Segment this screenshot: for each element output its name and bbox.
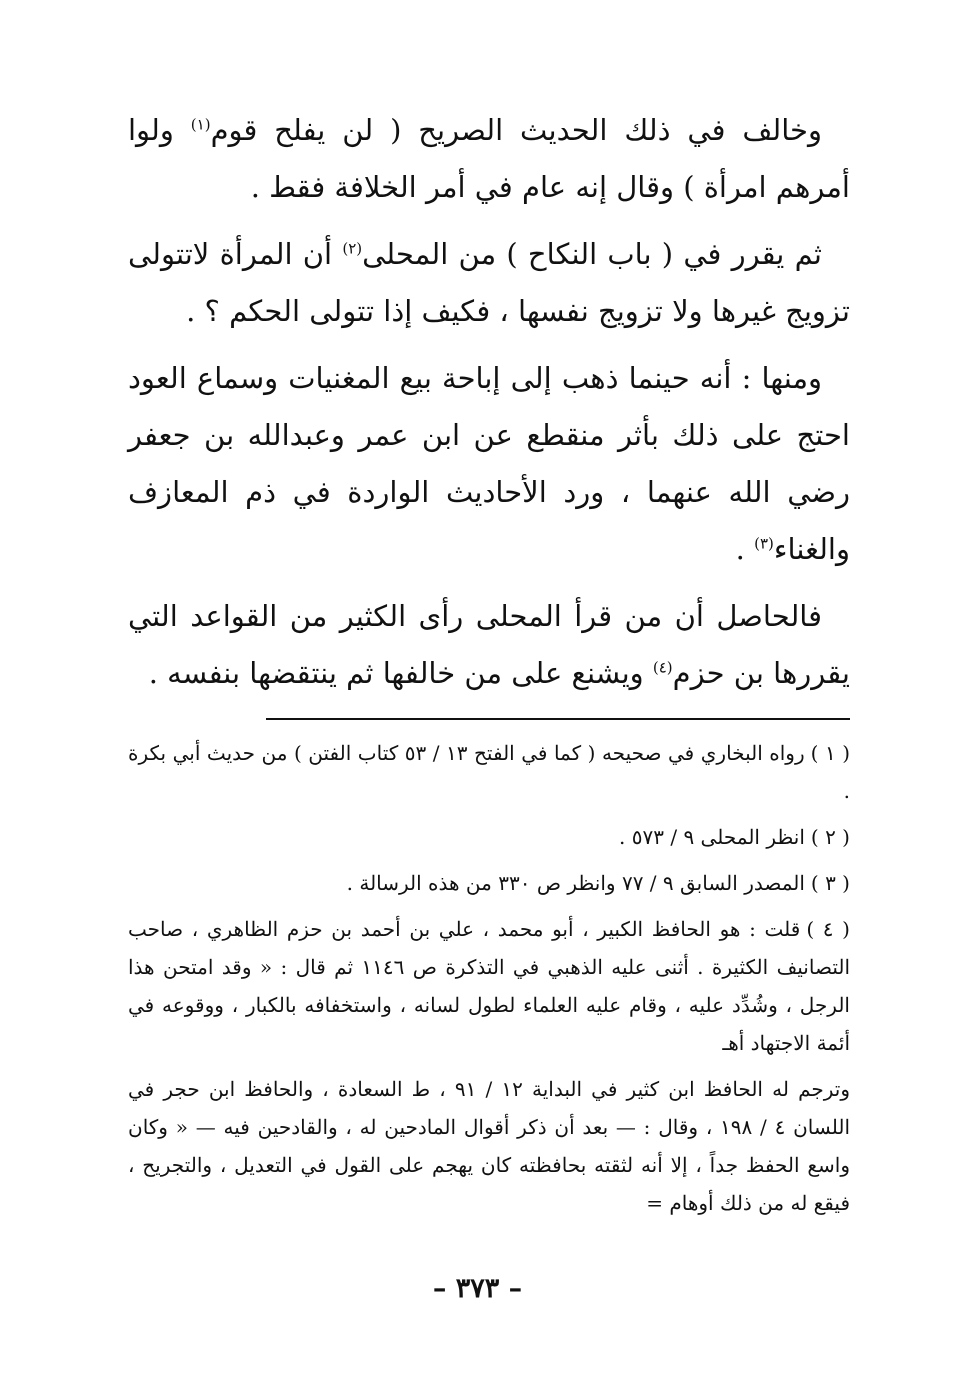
paragraph-2-text-cont: أن المرأة لاتتولى تزويج غيرها ولا تزويج نفسها ، فكيف إذا تتولى الحكم ؟ . bbox=[128, 237, 850, 328]
footnote-ref-4[interactable]: (٤) bbox=[652, 658, 673, 677]
paragraph-1 bbox=[128, 102, 850, 216]
paragraph-1-text-cont: ولوا أمرهم امرأة ) وقال إنه عام في أمر الخلافة فقط . bbox=[128, 113, 850, 204]
footnote-2-text: انظر المحلى ٩ / ٥٧٣ . bbox=[619, 825, 805, 849]
page-number: – ٣٧٣ – bbox=[432, 1273, 523, 1304]
footnote-ref-3[interactable]: (٣) bbox=[754, 534, 774, 553]
footnote-separator bbox=[266, 718, 850, 720]
footnote-3-number: ( ٣ ) bbox=[810, 871, 850, 895]
paragraph-4-text-cont: ويشنع على من خالفها ثم ينتقضها بنفسه . bbox=[148, 656, 653, 690]
paragraph-3-text: ومنها : أنه حينما ذهب إلى إباحة بيع المغنيات وسماع العود احتج على ذلك بأثر منقطع عن ابن عمر وعبدالله بن جعفر رضي الله عنهما ، ورد الأحاديث الواردة في ذم المعازف والغناء bbox=[128, 361, 850, 566]
footnote-ref-2[interactable]: (٢) bbox=[342, 239, 363, 258]
footnote-1-number: ( ١ ) bbox=[810, 741, 850, 765]
paragraph-4-text: فالحاصل أن من قرأ المحلى رأى الكثير من القواعد التي يقررها بن حزم bbox=[128, 599, 850, 690]
footnote-3-text: المصدر السابق ٩ / ٧٧ وانظر ص ٣٣٠ من هذه الرسالة . bbox=[346, 871, 805, 895]
paragraph-4 bbox=[128, 588, 850, 702]
footnote-1-text: رواه البخاري في صحيحه ( كما في الفتح ١٣ / ٥٣ كتاب الفتن ) من حديث أبي بكرة . bbox=[128, 741, 850, 803]
footnote-4-text: قلت : هو الحافظ الكبير ، أبو محمد ، علي بن أحمد بن حزم الظاهري ، صاحب التصانيف الكثيرة . أثنى عليه الذهبي في التذكرة ص ١١٤٦ ثم قال : « وقد امتحن هذا الرجل ، وشُدِّد عليه ، وقام عليه العلماء لطول لسانه ، واستخفافه بالكبار ، ووقوعه في أئمة الاجتهاد أهـ bbox=[128, 917, 850, 1055]
footnote-2 bbox=[128, 818, 850, 856]
footnote-3 bbox=[128, 864, 850, 902]
paragraph-1-text: وخالف في ذلك الحديث الصريح ( لن يفلح قوم bbox=[210, 113, 822, 147]
footnote-4-number: ( ٤ ) bbox=[806, 917, 850, 941]
paragraph-3 bbox=[128, 350, 850, 578]
paragraph-2-text: ثم يقرر في ( باب النكاح ) من المحلى bbox=[362, 237, 822, 271]
footnote-1 bbox=[128, 734, 850, 810]
footnote-2-number: ( ٢ ) bbox=[810, 825, 850, 849]
footnote-ref-1[interactable]: (١) bbox=[190, 115, 211, 134]
page-body bbox=[128, 102, 850, 1230]
paragraph-3-text-cont: . bbox=[735, 532, 755, 566]
paragraph-2 bbox=[128, 226, 850, 340]
footnote-4-continuation: وترجم له الحافظ ابن كثير في البداية ١٢ / ٩١ ، ط السعادة ، والحافظ ابن حجر في اللسان ٤ / ١٩٨ ، وقال : — بعد أن ذكر أقوال المادحين له ، والقادحين فيه — « وكان واسع الحفظ جداً ، إلا أنه لثقته بحافظته كان يهجم على القول في التعديل ، والتجريح ، فيقع له من ذلك أوهام = bbox=[128, 1077, 851, 1215]
footnote-4 bbox=[128, 910, 850, 1062]
